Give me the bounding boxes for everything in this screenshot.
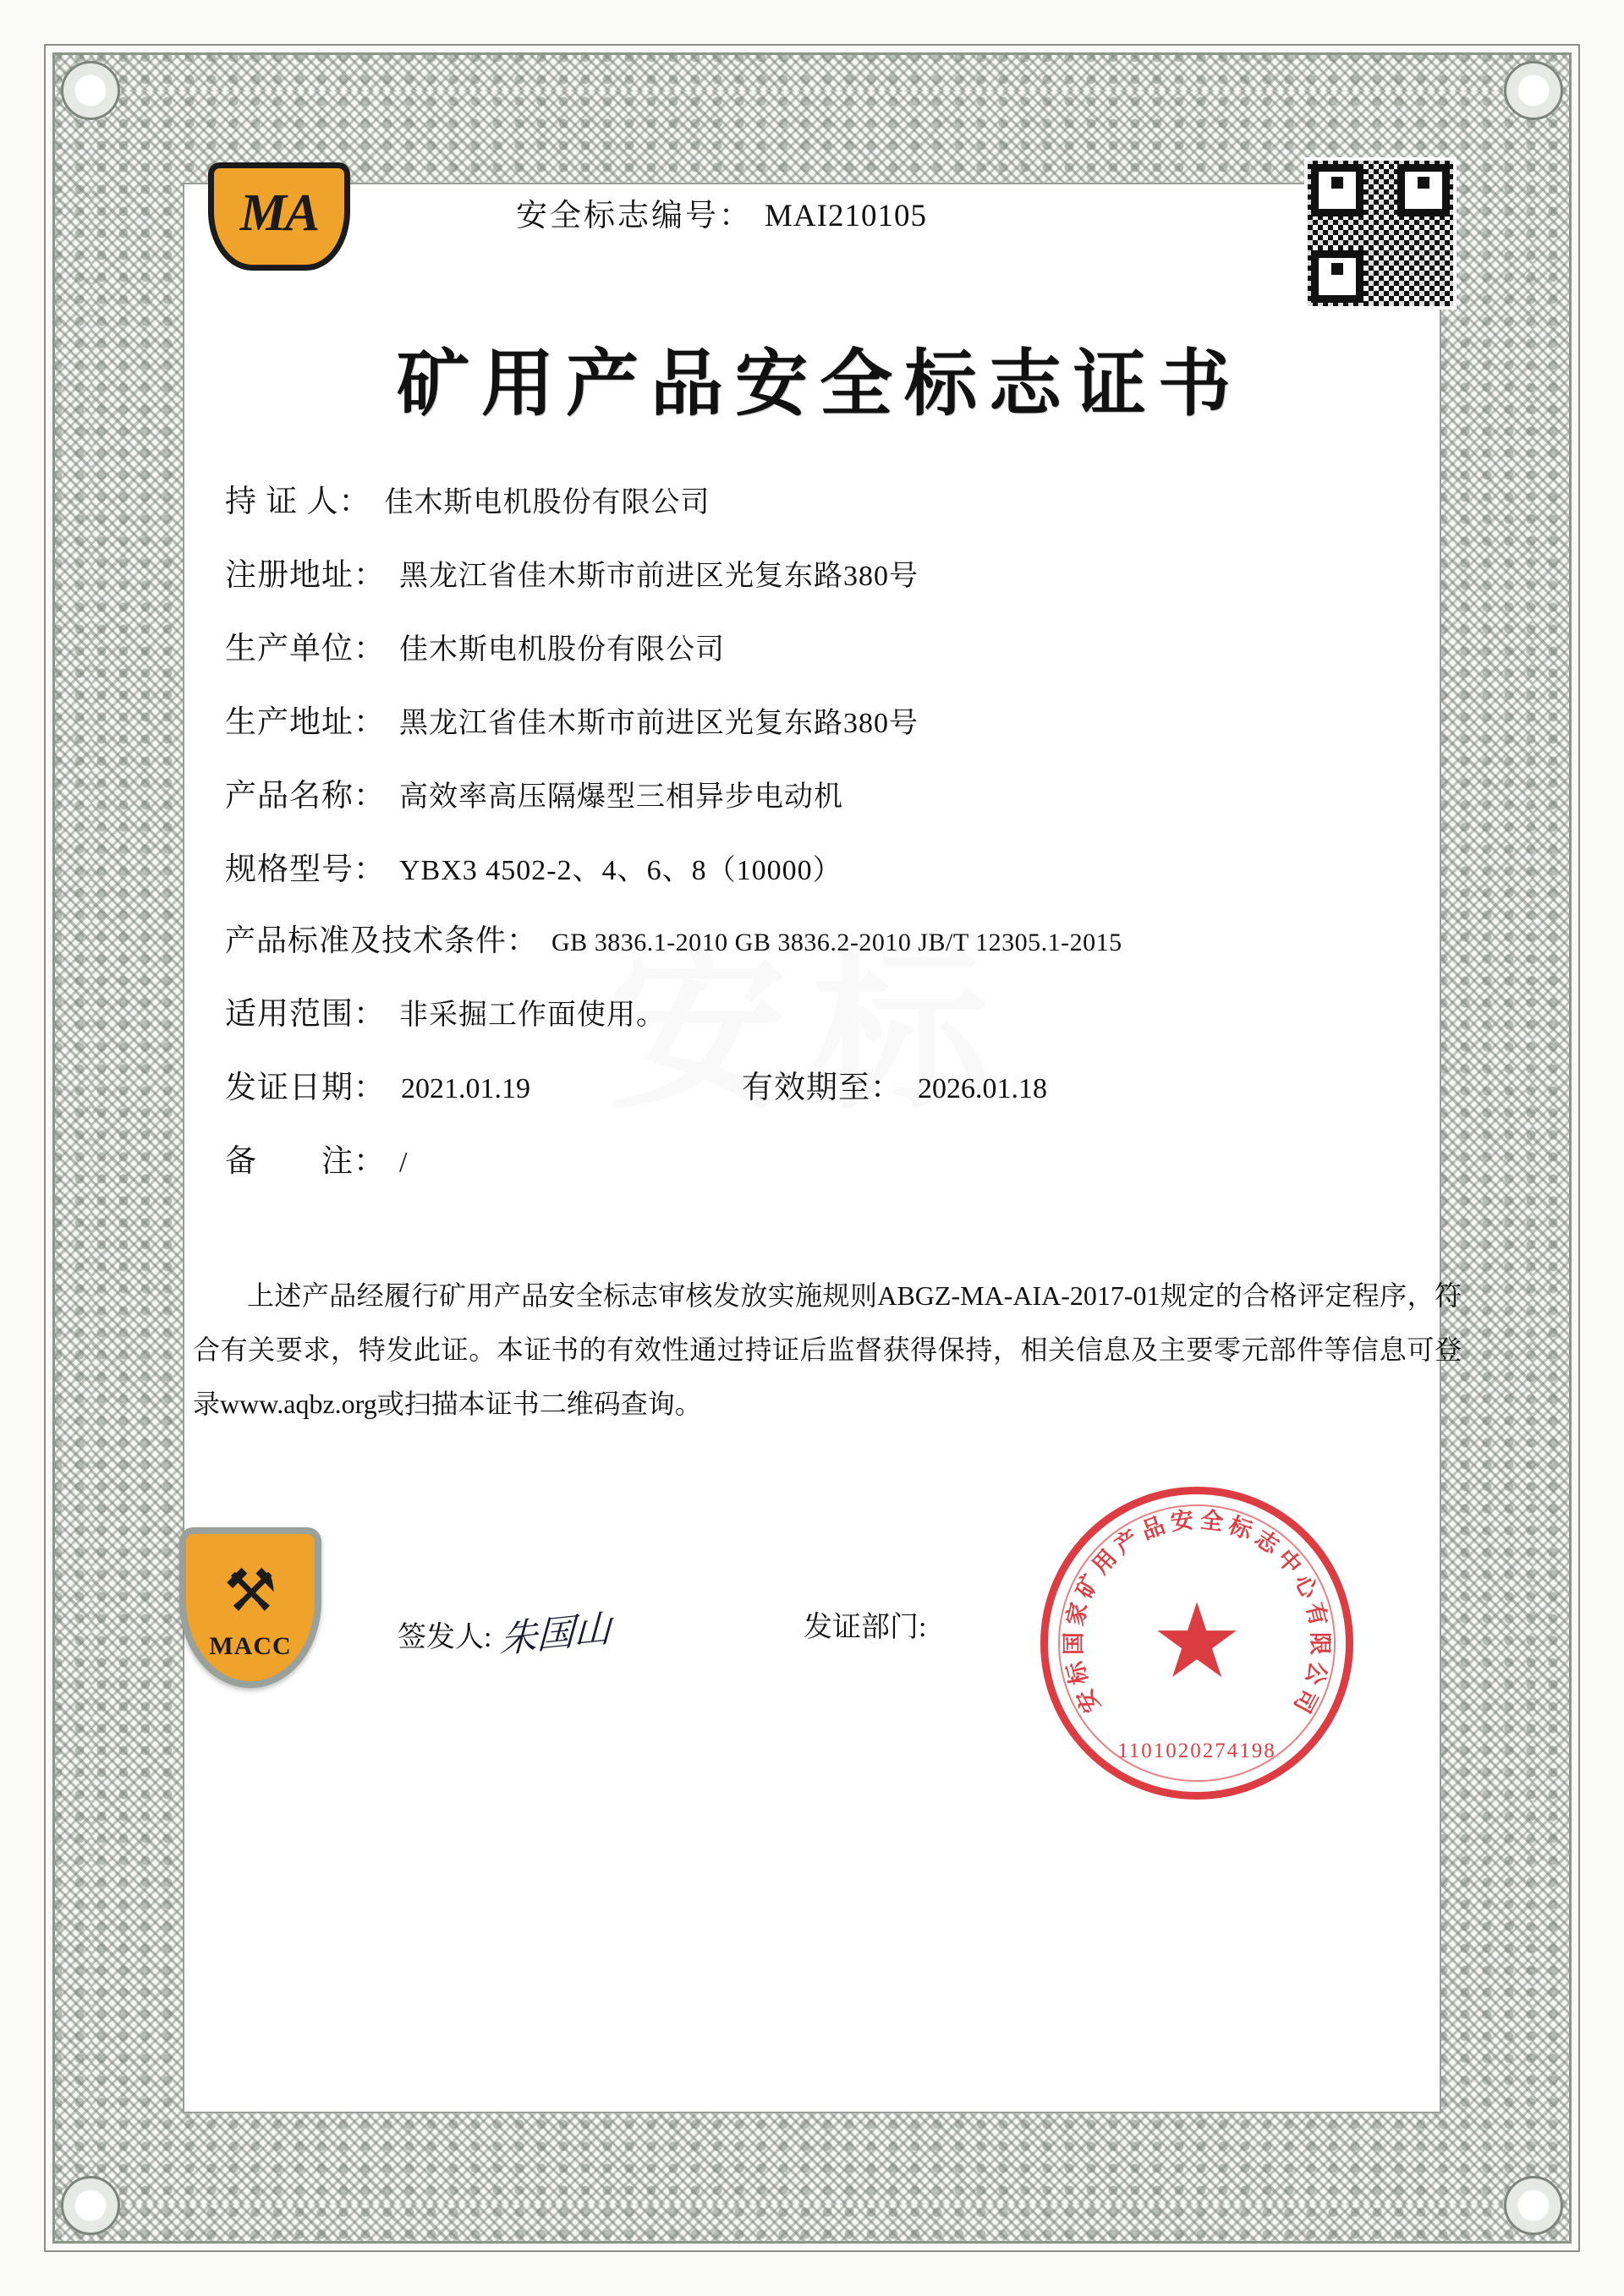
- page-title: 矿用产品安全标志证书: [397, 343, 1243, 425]
- corner-ornament-bottom-right: [1504, 2176, 1563, 2235]
- field-row-manufacturer: [225, 622, 1446, 668]
- corner-ornament-bottom-left: [61, 2176, 120, 2235]
- issue-date-group: [225, 1061, 530, 1107]
- signer-signature: 朱国山: [499, 1607, 612, 1662]
- field-value: GB 3836.1-2010 GB 3836.2-2010 JB/T 12305.1-2015: [551, 929, 1122, 956]
- qr-eye-bottom-left: [1311, 250, 1363, 303]
- qr-code-matrix: [1308, 161, 1453, 306]
- seal-ring-text: 安 标 国 家 矿 用 产 品 安 全 标 志 中 心 有 限 公 司: [1061, 1507, 1333, 1718]
- field-row-holder: [225, 475, 1446, 521]
- field-value: 高效率高压隔爆型三相异步电动机: [399, 781, 843, 813]
- field-label: 生产单位：: [225, 632, 386, 666]
- official-seal: [1040, 1487, 1353, 1800]
- issue-date-label: 发证日期：: [225, 1071, 386, 1105]
- macc-badge-text: MACC: [209, 1632, 292, 1660]
- ma-shield-icon: [208, 162, 350, 271]
- certificate-footer: [144, 1504, 1480, 1762]
- field-label: 产品名称：: [225, 779, 386, 814]
- qr-code-icon[interactable]: [1304, 157, 1457, 310]
- statement-paragraph: 上述产品经履行矿用产品安全标志审核发放实施规则ABGZ-MA-AIA-2017-01规定的合格评定程序，符合有关要求，特发此证。本证书的有效性通过持证后监督获得保持，相关信息及主要零元部件等信息可登录www.aqbz.org或扫描本证书二维码查询。: [193, 1280, 1462, 1419]
- issue-date-value: 2021.01.19: [401, 1073, 530, 1104]
- background-watermark: [609, 888, 1015, 1143]
- ma-logo: [208, 162, 350, 271]
- remark-label: 备 注：: [225, 1144, 386, 1179]
- certificate-number-value: MAI210105: [765, 199, 927, 233]
- field-label: 规格型号：: [225, 852, 386, 887]
- field-value: 佳木斯电机股份有限公司: [384, 487, 710, 518]
- field-label: 生产地址：: [225, 705, 386, 740]
- seal-number: 1101020274198: [1117, 1740, 1276, 1762]
- field-row-production-address: [225, 696, 1446, 742]
- corner-ornament-top-left: [61, 61, 120, 120]
- macc-shield-icon: [179, 1527, 321, 1688]
- field-value: 非采掘工作面使用。: [399, 1000, 666, 1031]
- qr-eye-top-right: [1397, 164, 1450, 216]
- macc-badge: [179, 1527, 321, 1688]
- field-row-model: [225, 843, 1446, 889]
- expiry-date-value: 2026.01.18: [918, 1073, 1047, 1104]
- field-label: 持 证 人：: [225, 485, 371, 519]
- star-icon: ★: [1150, 1581, 1243, 1701]
- certificate-header: [144, 144, 1480, 304]
- issuer-label: 发证部门:: [804, 1612, 927, 1643]
- certificate-number-label: 安全标志编号：: [516, 199, 753, 233]
- issuer-block: [804, 1603, 926, 1645]
- field-value: 佳木斯电机股份有限公司: [399, 634, 725, 666]
- signer-label: 签发人:: [398, 1622, 492, 1653]
- qr-eye-top-left: [1311, 164, 1363, 216]
- field-label: 产品标准及技术条件：: [225, 923, 539, 957]
- certificate-number: [516, 189, 927, 235]
- field-row-product-name: [225, 770, 1446, 815]
- field-value: 黑龙江省佳木斯市前进区光复东路380号: [399, 561, 919, 592]
- ma-logo-text: MA: [239, 184, 319, 242]
- certificate-content: [144, 144, 1480, 2152]
- corner-ornament-top-right: [1504, 61, 1563, 120]
- expiry-date-label: 有效期至：: [742, 1071, 903, 1105]
- field-label: 适用范围：: [225, 997, 386, 1032]
- pickaxe-icon: ⚒: [223, 1556, 277, 1625]
- signer-block: [398, 1603, 612, 1662]
- remark-value: /: [399, 1147, 409, 1178]
- field-row-registered-address: [225, 549, 1446, 595]
- field-label: 注册地址：: [225, 558, 386, 593]
- field-value: 黑龙江省佳木斯市前进区光复东路380号: [399, 708, 919, 739]
- field-value: YBX3 4502-2、4、6、8（10000）: [399, 855, 842, 886]
